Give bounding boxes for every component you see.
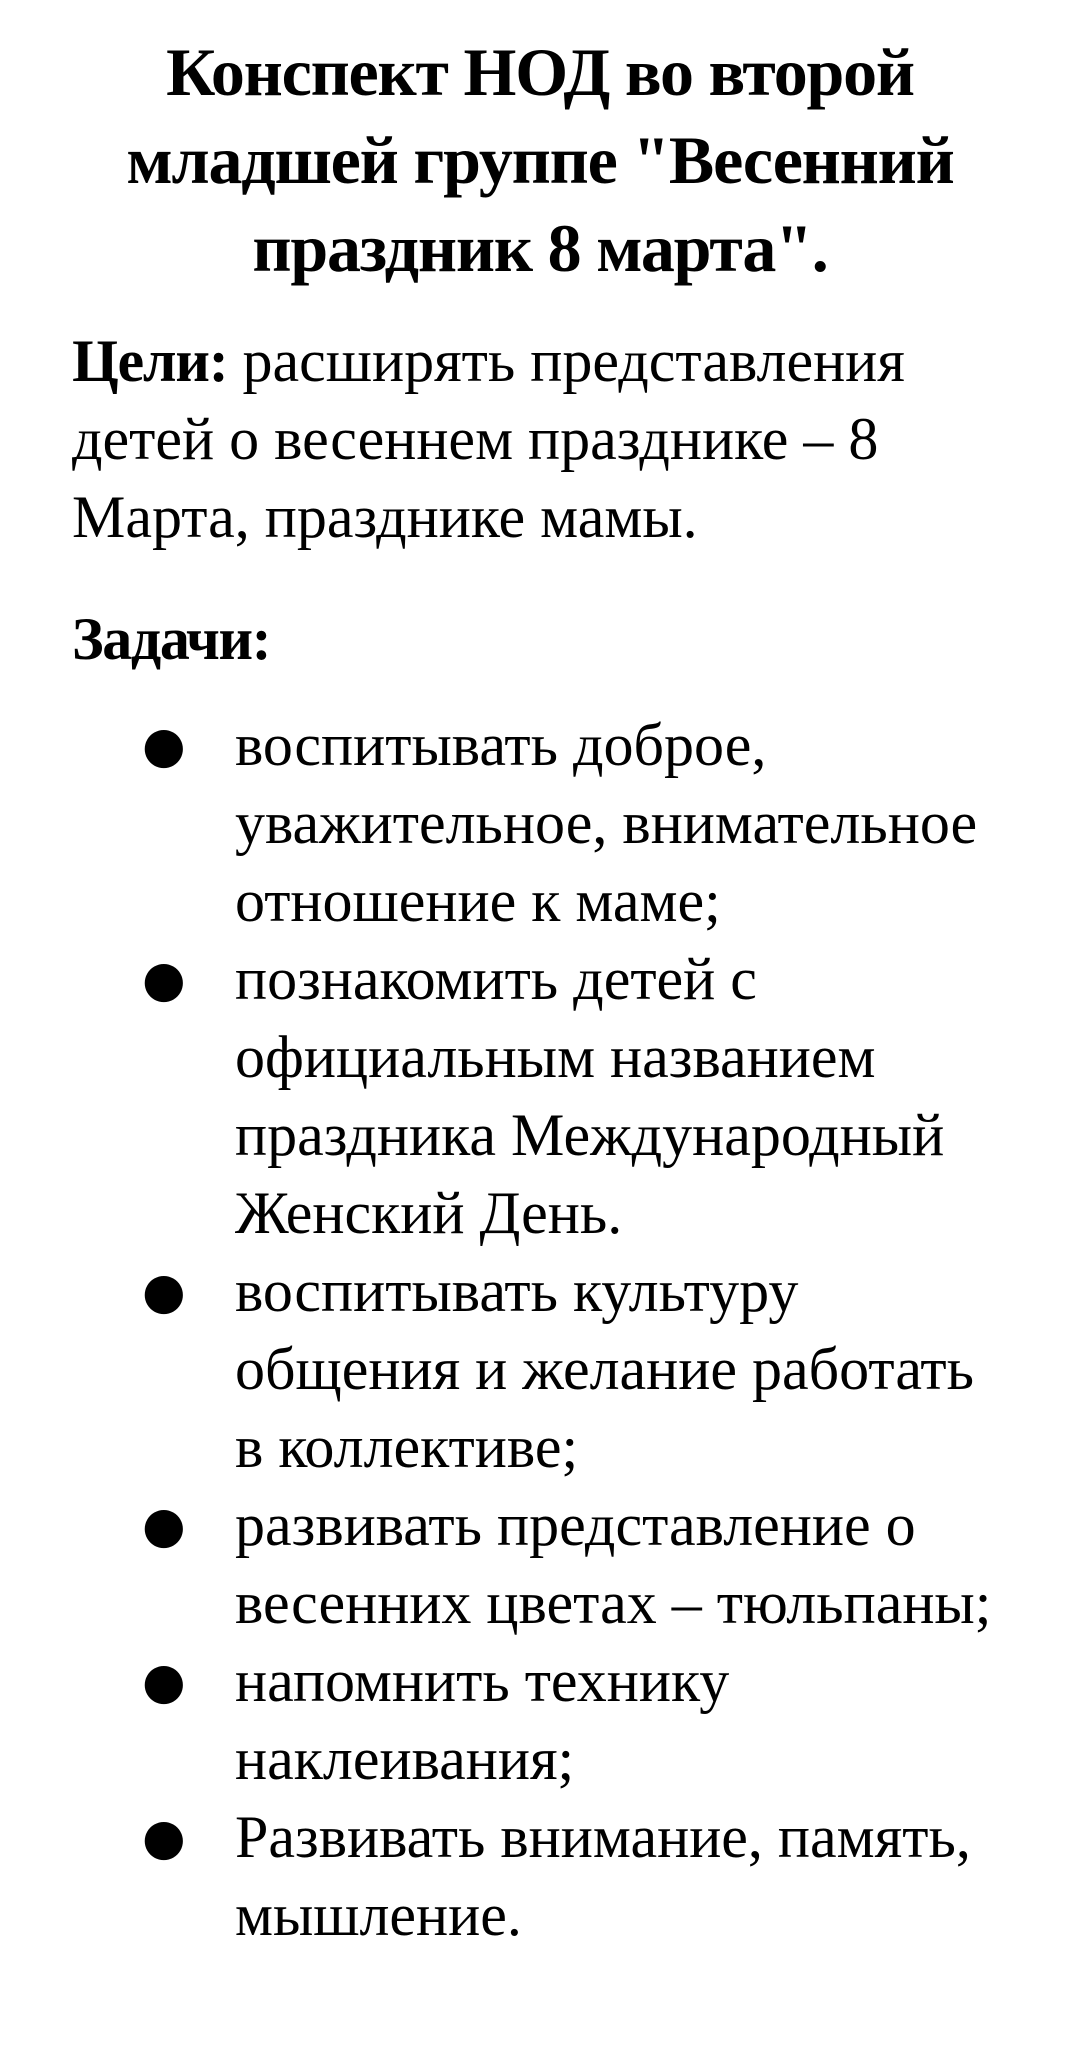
goals-label: Цели: — [72, 328, 228, 394]
bullet-icon: ● — [142, 1808, 186, 1866]
bullet-icon: ● — [142, 1262, 186, 1320]
task-text: познакомить детей с официальным названием праздника Международный Женский День. — [235, 946, 945, 1246]
tasks-heading: Задачи: — [72, 606, 271, 672]
task-list-item — [142, 940, 1008, 1252]
task-text: напомнить технику наклеивания; — [235, 1648, 730, 1792]
bullet-icon: ● — [142, 1652, 186, 1710]
task-list-item — [142, 706, 1008, 940]
task-list-item — [142, 1798, 1008, 1954]
task-list-item — [142, 1642, 1008, 1798]
document-title: Конспект НОД во второй младшей группе "Весенний праздник 8 марта". — [126, 34, 954, 286]
bullet-icon: ● — [142, 950, 186, 1008]
goals-paragraph — [72, 322, 1008, 556]
tasks-list — [72, 706, 1008, 1954]
task-list-item — [142, 1252, 1008, 1486]
task-text: воспитывать доброе, уважительное, внимательное отношение к маме; — [235, 712, 978, 934]
bullet-icon: ● — [142, 1496, 186, 1554]
task-text: Развивать внимание, память, мышление. — [235, 1804, 971, 1948]
goals-text: расширять представления детей о весеннем празднике – 8 Марта, празднике мамы. — [72, 328, 905, 550]
bullet-icon: ● — [142, 716, 186, 774]
task-list-item — [142, 1486, 1008, 1642]
task-text: развивать представление о весенних цветах – тюльпаны; — [235, 1492, 992, 1636]
task-text: воспитывать культуру общения и желание работать в коллективе; — [235, 1258, 974, 1480]
